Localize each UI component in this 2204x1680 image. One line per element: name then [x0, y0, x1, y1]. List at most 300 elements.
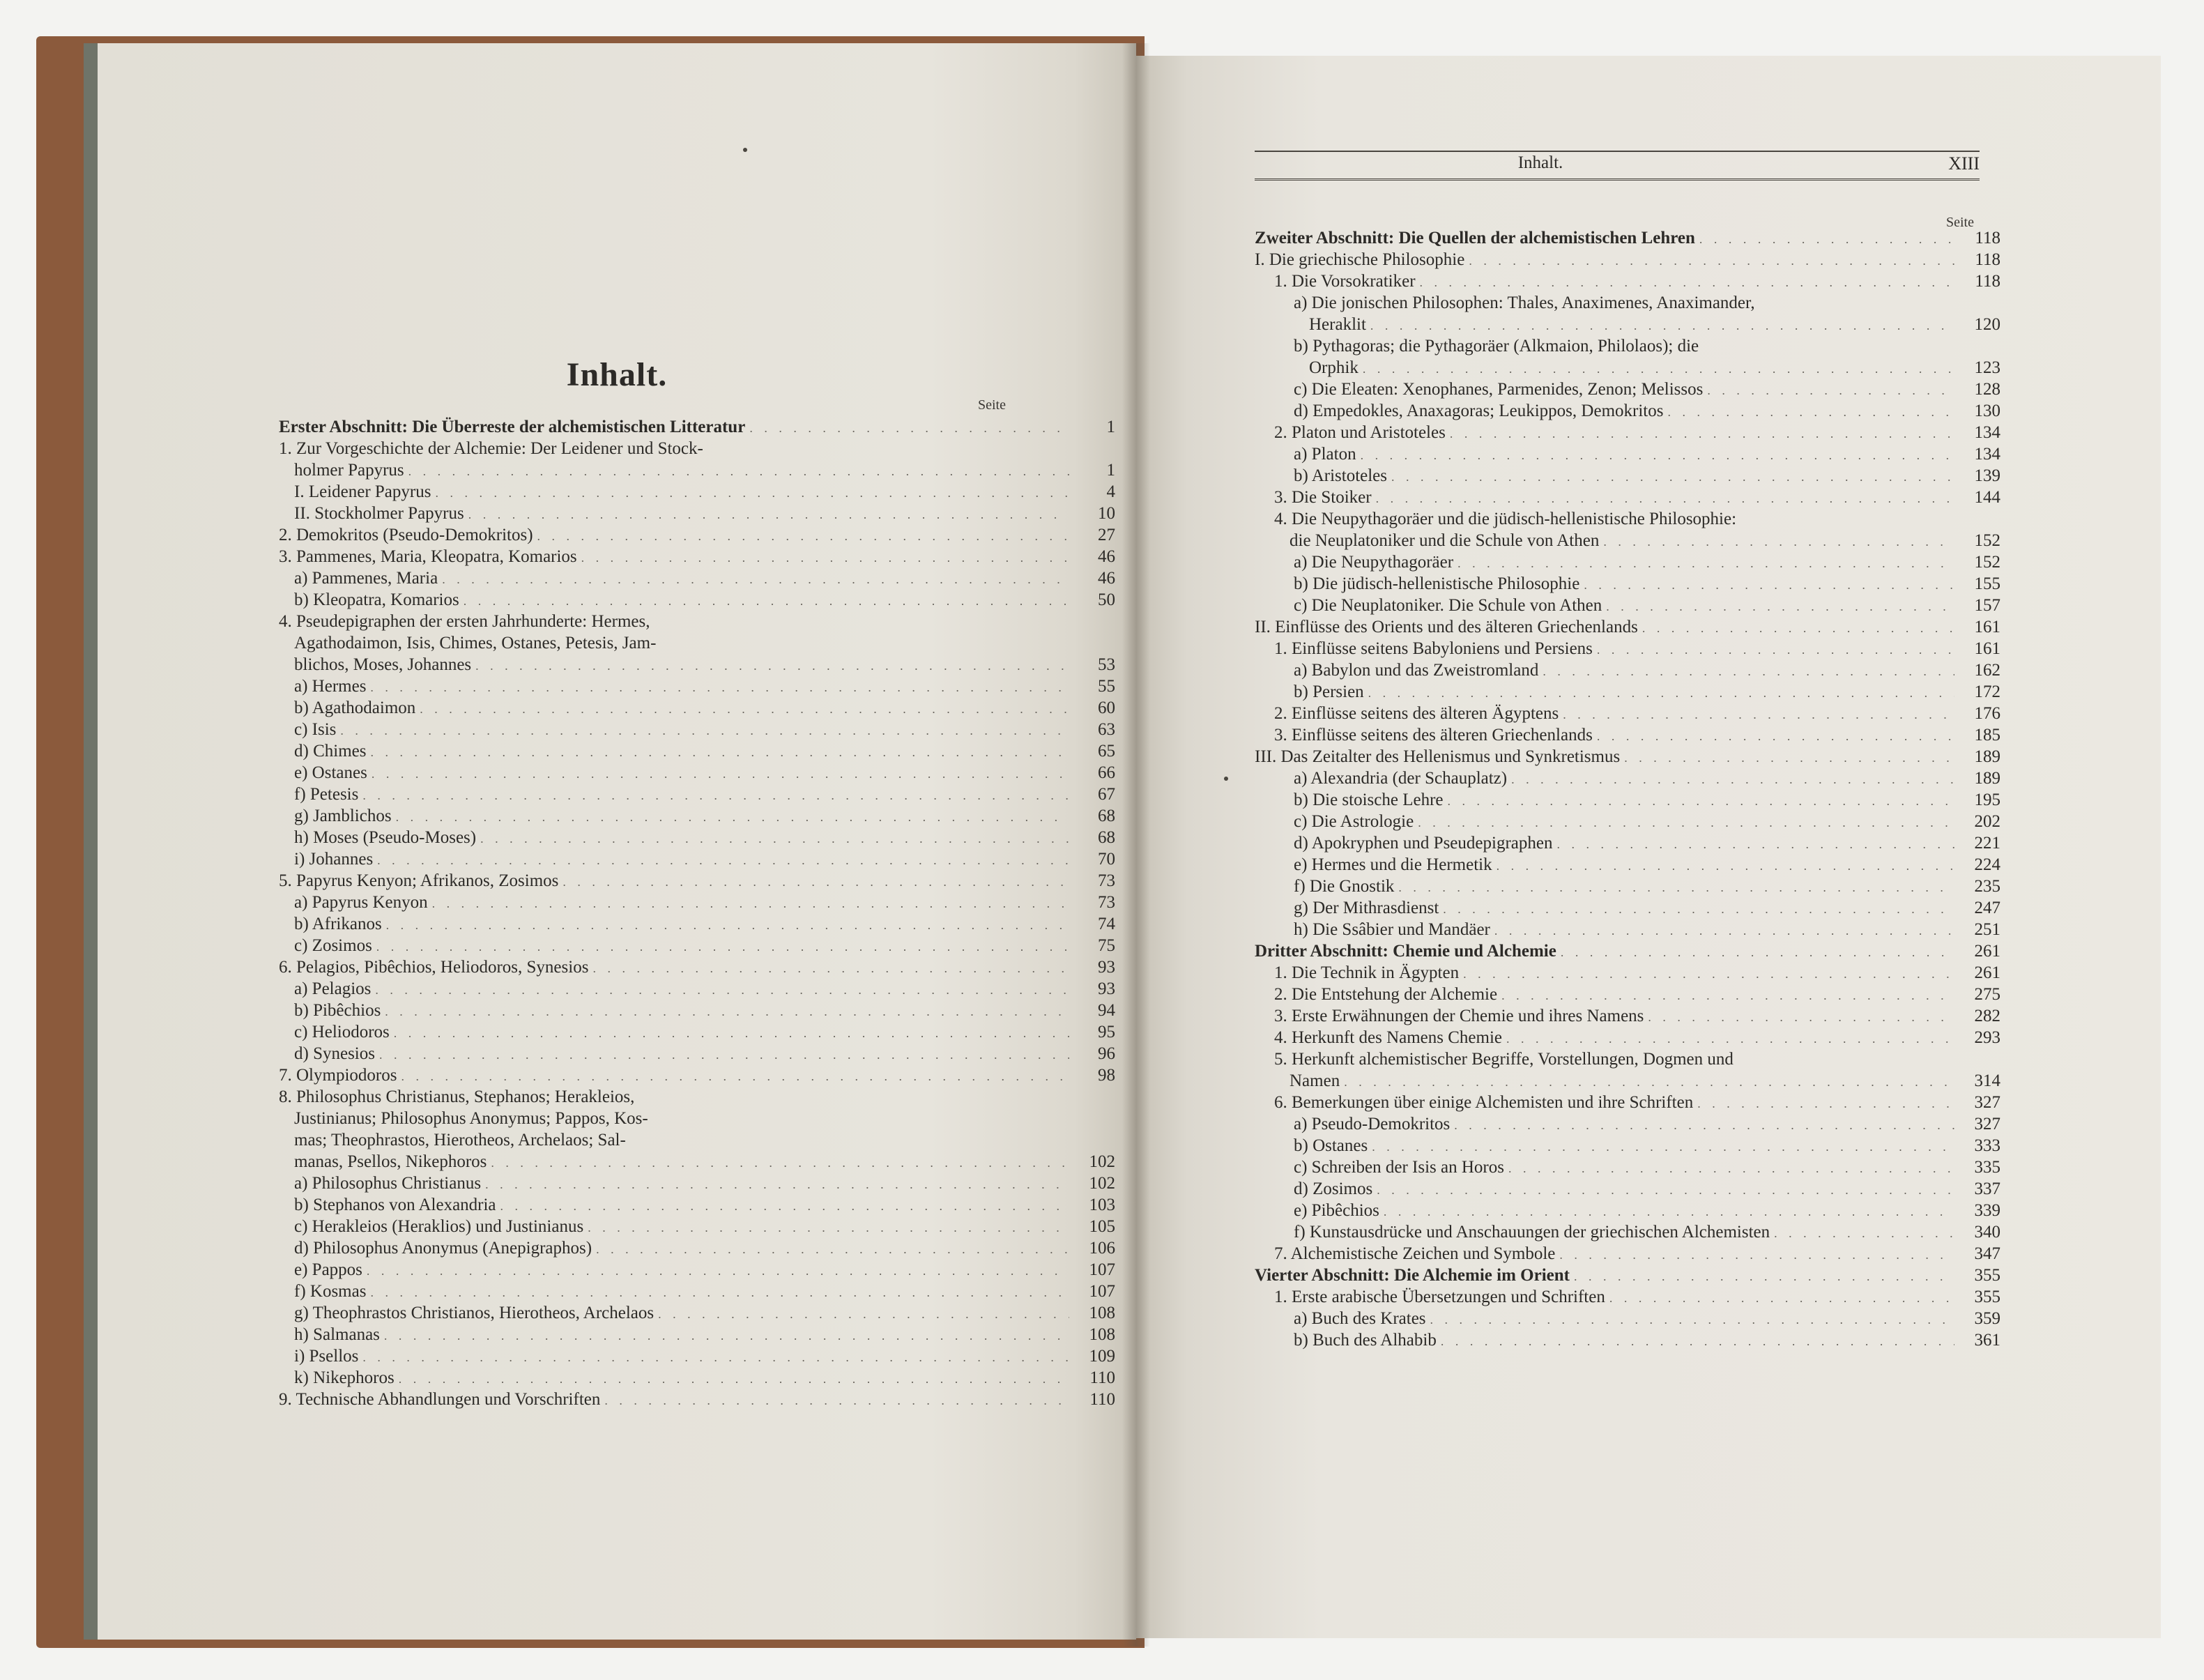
- toc-page-number: 93: [1098, 979, 1115, 998]
- toc-page-number: 10: [1098, 504, 1115, 523]
- toc-leader-dots: [376, 936, 1069, 958]
- toc-entry: [279, 1281, 1115, 1302]
- toc-entry-label: c) Die Neuplatoniker. Die Schule von Athen: [1294, 596, 1602, 615]
- toc-entry-label: 1. Einflüsse seitens Babyloniens und Persiens: [1274, 639, 1593, 658]
- toc-leader-dots: [442, 569, 1069, 590]
- toc-entry: [1255, 1329, 2000, 1351]
- toc-entry: [279, 1216, 1115, 1237]
- toc-page-number: 102: [1089, 1152, 1115, 1171]
- toc-page-number: 110: [1089, 1390, 1115, 1409]
- toc-entry: [279, 1194, 1115, 1216]
- toc-page-number: 359: [1974, 1309, 2000, 1328]
- toc-entry-label: i) Psellos: [294, 1347, 359, 1366]
- toc-entry: [1255, 789, 2000, 811]
- toc-entry: [1255, 616, 2000, 638]
- toc-leader-dots: [1368, 682, 1954, 704]
- toc-page-number: 327: [1974, 1115, 2000, 1133]
- toc-entry: [279, 1259, 1115, 1281]
- toc-leader-dots: [468, 504, 1069, 526]
- toc-entry-label: d) Chimes: [294, 742, 367, 761]
- toc-page-number: 224: [1974, 855, 2000, 874]
- toc-entry: [1255, 984, 2000, 1005]
- toc-page-number: 162: [1974, 661, 2000, 680]
- toc-leader-dots: [1609, 1288, 1954, 1309]
- toc-entry-label: 7. Olympiodoros: [279, 1066, 397, 1085]
- toc-entry-continuation: [279, 1129, 1115, 1151]
- toc-leader-dots: [491, 1152, 1069, 1174]
- toc-leader-dots: [1377, 1179, 1954, 1201]
- toc-leader-dots: [1642, 618, 1954, 639]
- toc-page-number: 95: [1098, 1023, 1115, 1041]
- toc-entry-label: 5. Herkunft alchemistischer Begriffe, Vorstellungen, Dogmen und: [1274, 1050, 1734, 1069]
- toc-entry-continuation: [1255, 357, 2000, 379]
- toc-entry: [279, 611, 1115, 632]
- toc-entry: [1255, 1048, 2000, 1070]
- toc-entry: [279, 1324, 1115, 1345]
- toc-page-number: 27: [1098, 526, 1115, 544]
- toc-entry: [279, 438, 1115, 459]
- toc-entry-label: b) Stephanos von Alexandria: [294, 1196, 496, 1214]
- toc-page-number: 60: [1098, 698, 1115, 717]
- toc-entry: [279, 1000, 1115, 1021]
- toc-page-number: 144: [1974, 488, 2000, 507]
- toc-entry-label: b) Aristoteles: [1294, 466, 1388, 485]
- toc-entry-label: 2. Die Entstehung der Alchemie: [1274, 985, 1498, 1004]
- toc-entry-label-continued: Justinianus; Philosophus Anonymus; Pappos, Kos-: [294, 1109, 648, 1128]
- seite-label: Seite: [1946, 215, 1974, 230]
- book-spine-edge: [84, 43, 98, 1640]
- toc-page-number: 94: [1098, 1001, 1115, 1020]
- toc-entry-label: Vierter Abschnitt: Die Alchemie im Orient: [1255, 1266, 1570, 1285]
- toc-entry: [279, 1086, 1115, 1108]
- toc-entry-label: b) Agathodaimon: [294, 698, 416, 717]
- toc-leader-dots: [588, 1217, 1069, 1239]
- toc-entry-continuation: [279, 632, 1115, 654]
- toc-entry-label-continued: Namen: [1290, 1071, 1340, 1090]
- toc-entry-label: d) Philosophus Anonymus (Anepigraphos): [294, 1239, 592, 1258]
- toc-entry: [279, 805, 1115, 827]
- toc-leader-dots: [408, 461, 1069, 482]
- toc-entry: [279, 913, 1115, 935]
- toc-leader-dots: [1559, 1244, 1954, 1266]
- toc-page-number: 340: [1974, 1223, 2000, 1242]
- toc-leader-dots: [1469, 250, 1954, 272]
- toc-page-number: 335: [1974, 1158, 2000, 1177]
- toc-page-number: 282: [1974, 1007, 2000, 1025]
- toc-entry: [1255, 832, 2000, 854]
- toc-page-number: 139: [1974, 466, 2000, 485]
- toc-page-number: 1: [1106, 461, 1115, 480]
- toc-page-number: 221: [1974, 834, 2000, 853]
- toc-entry-label-continued: Orphik: [1309, 358, 1359, 377]
- toc-entry-label: b) Persien: [1294, 682, 1364, 701]
- toc-entry-label: b) Pibêchios: [294, 1001, 381, 1020]
- toc-leader-dots: [1463, 963, 1954, 985]
- toc-entry: [1255, 962, 2000, 984]
- toc-entry-label: Erster Abschnitt: Die Überreste der alchemistischen Litteratur: [279, 418, 746, 436]
- toc-entry-label: I. Die griechische Philosophie: [1255, 250, 1465, 269]
- toc-page-number: 355: [1974, 1288, 2000, 1306]
- toc-entry: [1255, 551, 2000, 573]
- toc-leader-dots: [1494, 920, 1954, 942]
- toc-page-number: 333: [1974, 1136, 2000, 1155]
- toc-page-number: 195: [1974, 791, 2000, 809]
- toc-entry: [1255, 1178, 2000, 1200]
- toc-entry-label: 3. Einflüsse seitens des älteren Griechenlands: [1274, 726, 1593, 744]
- toc-entry-label: k) Nikephoros: [294, 1368, 395, 1387]
- toc-page-number: 73: [1098, 893, 1115, 912]
- toc-leader-dots: [1606, 596, 1954, 618]
- toc-entry-continuation: [279, 654, 1115, 675]
- toc-entry: [1255, 811, 2000, 832]
- toc-entry: [279, 870, 1115, 892]
- page-title: Inhalt.: [566, 356, 668, 393]
- toc-leader-dots: [1511, 769, 1954, 791]
- toc-entry-label: 3. Erste Erwähnungen der Chemie und ihres Namens: [1274, 1007, 1644, 1025]
- toc-leader-dots: [592, 958, 1069, 979]
- toc-page-number: 185: [1974, 726, 2000, 744]
- toc-page-number: 4: [1106, 482, 1115, 501]
- toc-page-number: 107: [1089, 1282, 1115, 1301]
- toc-leader-dots: [658, 1304, 1069, 1325]
- toc-entry: [279, 719, 1115, 740]
- toc-page-number: 68: [1098, 807, 1115, 825]
- toc-leader-dots: [1556, 834, 1954, 855]
- toc-entry: [279, 848, 1115, 870]
- toc-entry-label: 1. Die Technik in Ägypten: [1274, 963, 1460, 982]
- toc-leader-dots: [485, 1174, 1069, 1196]
- toc-section-heading: [279, 416, 1115, 438]
- right-page: [1136, 56, 2161, 1638]
- toc-entry-label-continued: Heraklit: [1309, 315, 1366, 334]
- toc-entry: [1255, 487, 2000, 508]
- toc-entry: [279, 524, 1115, 546]
- toc-entry-label: d) Apokryphen und Pseudepigraphen: [1294, 834, 1553, 853]
- toc-entry: [1255, 1200, 2000, 1221]
- toc-entry: [1255, 897, 2000, 919]
- toc-leader-dots: [1372, 1136, 1954, 1158]
- toc-entry: [1255, 1135, 2000, 1156]
- toc-section-heading: [1255, 227, 2000, 249]
- toc-entry: [279, 1367, 1115, 1389]
- toc-leader-dots: [1448, 791, 1954, 812]
- toc-leader-dots: [1441, 1331, 1954, 1352]
- paper-speck: [1224, 777, 1228, 781]
- toc-entry: [1255, 768, 2000, 789]
- toc-entry: [1255, 919, 2000, 940]
- toc-entry-label: 8. Philosophus Christianus, Stephanos; Herakleios,: [279, 1087, 635, 1106]
- toc-entry: [279, 978, 1115, 1000]
- toc-leader-dots: [1563, 704, 1954, 726]
- toc-entry: [1255, 465, 2000, 487]
- toc-leader-dots: [1624, 747, 1954, 769]
- toc-page-number: 118: [1975, 229, 2000, 247]
- toc-entry-label-continued: holmer Papyrus: [294, 461, 404, 480]
- toc-entry: [1255, 400, 2000, 422]
- toc-entry-label: f) Petesis: [294, 785, 359, 804]
- book-gutter: [1122, 43, 1150, 1647]
- toc-entry-label: d) Synesios: [294, 1044, 375, 1063]
- toc-entry-label: 4. Pseudepigraphen der ersten Jahrhunderte: Hermes,: [279, 612, 650, 631]
- toc-page-number: 161: [1974, 618, 2000, 636]
- toc-page-number: 118: [1975, 272, 2000, 291]
- toc-entry: [279, 1043, 1115, 1064]
- toc-leader-dots: [1457, 553, 1954, 574]
- toc-leader-dots: [370, 1282, 1069, 1304]
- toc-entry: [279, 1237, 1115, 1259]
- toc-leader-dots: [377, 850, 1069, 871]
- toc-page-number: 152: [1974, 553, 2000, 572]
- toc-entry-label: b) Pythagoras; die Pythagoräer (Alkmaion, Philolaos); die: [1294, 337, 1699, 356]
- toc-page-number: 130: [1974, 402, 2000, 420]
- toc-entry-label: 9. Technische Abhandlungen und Vorschriften: [279, 1390, 601, 1409]
- toc-page-number: 108: [1089, 1325, 1115, 1344]
- toc-section-heading: [1255, 940, 2000, 962]
- toc-entry: [1255, 746, 2000, 768]
- toc-entry-label: g) Theophrastos Christianos, Hierotheos, Archelaos: [294, 1304, 655, 1322]
- toc-entry: [1255, 335, 2000, 357]
- toc-entry-label: 7. Alchemistische Zeichen und Symbole: [1274, 1244, 1556, 1263]
- toc-page-number: 109: [1089, 1347, 1115, 1366]
- toc-entry-label: c) Schreiben der Isis an Horos: [1294, 1158, 1504, 1177]
- toc-entry: [1255, 422, 2000, 443]
- toc-entry-label: b) Die stoische Lehre: [1294, 791, 1444, 809]
- toc-leader-dots: [1450, 423, 1954, 445]
- toc-leader-dots: [1699, 229, 1954, 250]
- toc-entry: [279, 697, 1115, 719]
- toc-leader-dots: [1344, 1071, 1954, 1093]
- running-header-title: Inhalt.: [1517, 153, 1563, 172]
- toc-entry: [279, 827, 1115, 848]
- toc-entry: [1255, 1308, 2000, 1329]
- toc-page-number: 70: [1098, 850, 1115, 869]
- toc-entry: [279, 1173, 1115, 1194]
- toc-leader-dots: [1508, 1158, 1954, 1179]
- toc-leader-dots: [1697, 1093, 1954, 1115]
- toc-entry: [279, 589, 1115, 611]
- toc-entry: [279, 503, 1115, 524]
- toc-entry-label: I. Leidener Papyrus: [294, 482, 431, 501]
- toc-page-number: 123: [1974, 358, 2000, 377]
- toc-entry: [279, 481, 1115, 503]
- toc-page-number: 157: [1974, 596, 2000, 615]
- toc-entry-label: f) Kunstausdrücke und Anschauungen der griechischen Alchemisten: [1294, 1223, 1770, 1242]
- toc-entry-label-continued: Agathodaimon, Isis, Chimes, Ostanes, Petesis, Jam-: [294, 634, 657, 652]
- toc-page-number: 66: [1098, 763, 1115, 782]
- toc-entry-label: b) Die jüdisch-hellenistische Philosophie: [1294, 574, 1580, 593]
- toc-leader-dots: [1384, 1201, 1954, 1223]
- toc-page-number: 75: [1098, 936, 1115, 955]
- toc-leader-dots: [1443, 899, 1954, 920]
- toc-entry-label: a) Pseudo-Demokritos: [1294, 1115, 1451, 1133]
- toc-page-number: 355: [1974, 1266, 2000, 1285]
- toc-entry-label: i) Johannes: [294, 850, 374, 869]
- toc-entry-label: g) Jamblichos: [294, 807, 392, 825]
- toc-entry-label: h) Die Ssâbier und Mandäer: [1294, 920, 1490, 939]
- header-rule-bottom: [1255, 178, 1980, 181]
- toc-entry: [1255, 508, 2000, 530]
- toc-page-number: 93: [1098, 958, 1115, 977]
- left-page: [98, 43, 1136, 1640]
- toc-entry-label: a) Hermes: [294, 677, 367, 696]
- toc-entry: [279, 1021, 1115, 1043]
- toc-entry-label-continued: blichos, Moses, Johannes: [294, 655, 472, 674]
- toc-entry-label: 4. Herkunft des Namens Chemie: [1274, 1028, 1503, 1047]
- toc-leader-dots: [1370, 315, 1954, 337]
- toc-section-heading: [1255, 1265, 2000, 1286]
- toc-entry-label: h) Moses (Pseudo-Moses): [294, 828, 477, 847]
- toc-entry-label: a) Papyrus Kenyon: [294, 893, 428, 912]
- toc-page-number: 1: [1106, 418, 1115, 436]
- toc-page-number: 314: [1974, 1071, 2000, 1090]
- toc-page-number: 293: [1974, 1028, 2000, 1047]
- toc-entry-label: II. Einflüsse des Orients und des älteren Griechenlands: [1255, 618, 1638, 636]
- toc-leader-dots: [1561, 942, 1954, 963]
- toc-leader-dots: [537, 526, 1069, 547]
- toc-entry: [279, 567, 1115, 589]
- toc-entry-label: a) Alexandria (der Schauplatz): [1294, 769, 1508, 788]
- toc-leader-dots: [1430, 1309, 1954, 1331]
- toc-leader-dots: [749, 418, 1069, 439]
- toc-entry-label: a) Die jonischen Philosophen: Thales, Anaximenes, Anaximander,: [1294, 293, 1755, 312]
- toc-page-number: 172: [1974, 682, 2000, 701]
- toc-page-number: 176: [1974, 704, 2000, 723]
- toc-entry: [1255, 292, 2000, 314]
- toc-entry: [1255, 724, 2000, 746]
- toc-entry-label: a) Philosophus Christianus: [294, 1174, 482, 1193]
- toc-entry-label: 2. Einflüsse seitens des älteren Ägyptens: [1274, 704, 1559, 723]
- toc-leader-dots: [1574, 1266, 1954, 1288]
- toc-page-number: 247: [1974, 899, 2000, 917]
- toc-entry-label: f) Die Gnostik: [1294, 877, 1395, 896]
- toc-entry-label: Dritter Abschnitt: Chemie und Alchemie: [1255, 942, 1556, 961]
- toc-entry-label: c) Heliodoros: [294, 1023, 390, 1041]
- toc-entry: [279, 1345, 1115, 1367]
- toc-entry-label: 6. Bemerkungen über einige Alchemisten und ihre Schriften: [1274, 1093, 1694, 1112]
- toc-entry: [1255, 1005, 2000, 1027]
- toc-entry-continuation: [1255, 1070, 2000, 1092]
- toc-leader-dots: [1376, 488, 1954, 510]
- toc-entry-continuation: [279, 1108, 1115, 1129]
- toc-entry-label-continued: die Neuplatoniker und die Schule von Athen: [1290, 531, 1600, 550]
- toc-entry-label: c) Die Astrologie: [1294, 812, 1414, 831]
- toc-leader-dots: [1420, 272, 1954, 293]
- toc-leader-dots: [1363, 358, 1954, 380]
- toc-page-number: 189: [1974, 769, 2000, 788]
- toc-right: [1255, 227, 2000, 1351]
- toc-entry: [1255, 270, 2000, 292]
- toc-entry-label: III. Das Zeitalter des Hellenismus und Synkretismus: [1255, 747, 1621, 766]
- toc-leader-dots: [401, 1066, 1069, 1087]
- toc-leader-dots: [1497, 855, 1954, 877]
- toc-entry: [279, 956, 1115, 978]
- toc-entry-label: a) Die Neupythagoräer: [1294, 553, 1454, 572]
- toc-page-number: 68: [1098, 828, 1115, 847]
- toc-leader-dots: [375, 979, 1069, 1001]
- toc-entry-label: b) Afrikanos: [294, 915, 382, 933]
- header-rule-top: [1255, 151, 1980, 152]
- toc-entry-label: a) Platon: [1294, 445, 1356, 464]
- toc-page-number: 189: [1974, 747, 2000, 766]
- toc-leader-dots: [1603, 531, 1954, 553]
- toc-leader-dots: [1418, 812, 1954, 834]
- toc-leader-dots: [563, 871, 1069, 893]
- seite-label: Seite: [978, 397, 1006, 413]
- toc-entry-label: c) Die Eleaten: Xenophanes, Parmenides, Zenon; Melissos: [1294, 380, 1704, 399]
- toc-entry-label: 2. Demokritos (Pseudo-Demokritos): [279, 526, 533, 544]
- toc-entry: [279, 740, 1115, 762]
- toc-page-number: 108: [1089, 1304, 1115, 1322]
- toc-entry-label: II. Stockholmer Papyrus: [294, 504, 464, 523]
- toc-page-number: 261: [1974, 963, 2000, 982]
- toc-page-number: 53: [1098, 655, 1115, 674]
- toc-page-number: 120: [1974, 315, 2000, 334]
- toc-page-number: 118: [1975, 250, 2000, 269]
- toc-entry-label: c) Zosimos: [294, 936, 372, 955]
- toc-entry: [1255, 659, 2000, 681]
- toc-leader-dots: [1398, 877, 1954, 899]
- toc-entry: [279, 546, 1115, 567]
- toc-leader-dots: [1774, 1223, 1954, 1244]
- toc-leader-dots: [362, 1347, 1069, 1368]
- toc-entry-continuation: [279, 1151, 1115, 1173]
- toc-page-number: 103: [1089, 1196, 1115, 1214]
- toc-entry: [279, 784, 1115, 805]
- toc-entry-label: b) Buch des Alhabib: [1294, 1331, 1437, 1350]
- toc-entry-label: a) Pelagios: [294, 979, 372, 998]
- toc-entry: [279, 1302, 1115, 1324]
- toc-leader-dots: [480, 828, 1069, 850]
- toc-leader-dots: [370, 677, 1069, 698]
- toc-entry: [1255, 379, 2000, 400]
- toc-leader-dots: [581, 547, 1069, 569]
- toc-leader-dots: [420, 698, 1069, 720]
- toc-page-number: 152: [1974, 531, 2000, 550]
- toc-entry-label: e) Pappos: [294, 1260, 362, 1279]
- toc-entry-label: 6. Pelagios, Pibêchios, Heliodoros, Synesios: [279, 958, 589, 977]
- toc-page-number: 202: [1974, 812, 2000, 831]
- toc-leader-dots: [1506, 1028, 1954, 1050]
- toc-page-number: 347: [1974, 1244, 2000, 1263]
- toc-leader-dots: [1667, 402, 1954, 423]
- toc-entry-label: Zweiter Abschnitt: Die Quellen der alchemistischen Lehren: [1255, 229, 1695, 247]
- toc-page-number: 67: [1098, 785, 1115, 804]
- running-header-page-number: XIII: [1948, 153, 1980, 174]
- toc-entry-label: h) Salmanas: [294, 1325, 380, 1344]
- toc-page-number: 74: [1098, 915, 1115, 933]
- toc-leader-dots: [379, 1044, 1069, 1066]
- toc-page-number: 155: [1974, 574, 2000, 593]
- toc-leader-dots: [1584, 574, 1954, 596]
- toc-entry-label: b) Ostanes: [1294, 1136, 1368, 1155]
- toc-leader-dots: [385, 1001, 1069, 1023]
- toc-entry-label-continued: manas, Psellos, Nikephoros: [294, 1152, 487, 1171]
- toc-entry-label: a) Pammenes, Maria: [294, 569, 438, 588]
- toc-page-number: 102: [1089, 1174, 1115, 1193]
- toc-entry: [1255, 1221, 2000, 1243]
- toc-page-number: 98: [1098, 1066, 1115, 1085]
- toc-page-number: 251: [1974, 920, 2000, 939]
- toc-entry-label: 1. Erste arabische Übersetzungen und Schriften: [1274, 1288, 1605, 1306]
- toc-page-number: 107: [1089, 1260, 1115, 1279]
- toc-page-number: 134: [1974, 445, 2000, 464]
- toc-leader-dots: [475, 655, 1069, 677]
- toc-page-number: 65: [1098, 742, 1115, 761]
- toc-entry-label: 1. Die Vorsokratiker: [1274, 272, 1416, 291]
- toc-page-number: 337: [1974, 1179, 2000, 1198]
- toc-page-number: 63: [1098, 720, 1115, 739]
- toc-entry: [1255, 1286, 2000, 1308]
